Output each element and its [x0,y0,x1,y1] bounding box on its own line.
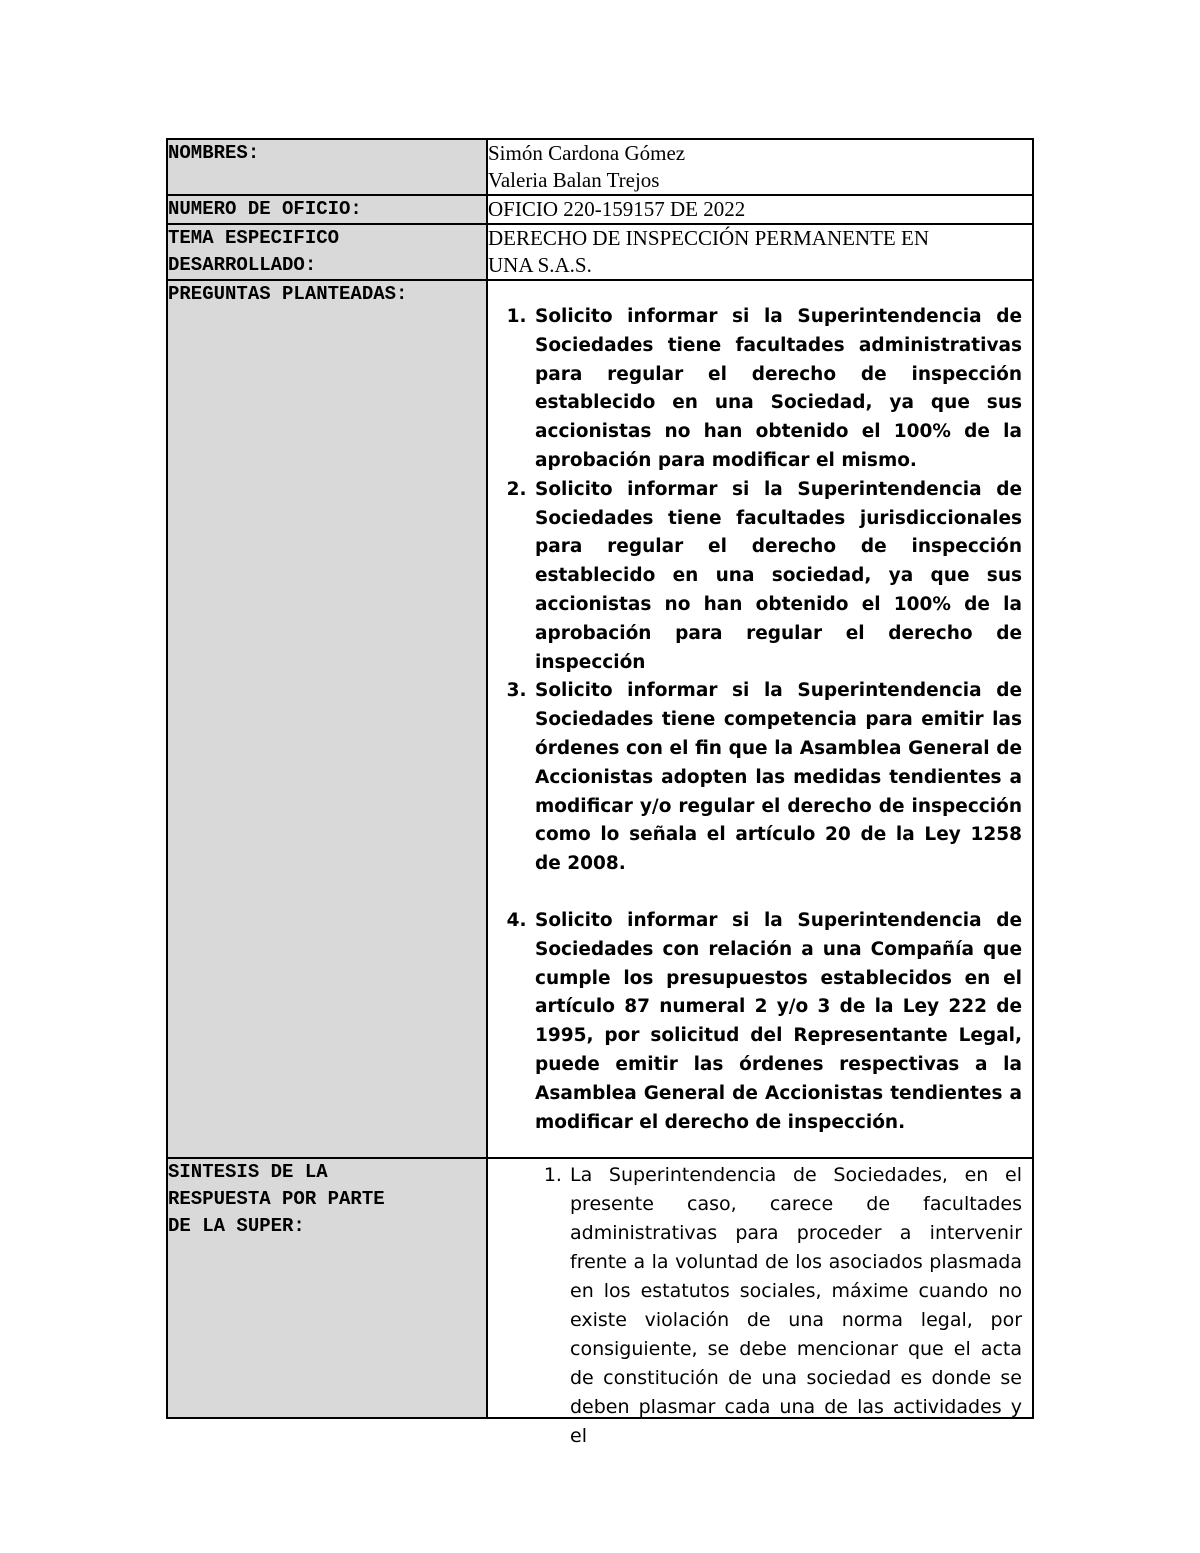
question-item: 1. Solicito informar si la Superintendencia de Sociedades tiene facultades administrativas para regular el derecho de inspección establecido en una Sociedad, ya que sus accionistas no han obtenido el 100% de la aprobación para modificar el mismo. [533,303,1022,476]
label-tema-line-2: DESARROLLADO: [168,254,317,276]
value-tema [487,224,1033,280]
label-sintesis-line-1: SINTESIS DE LA [168,1161,328,1184]
row-nombres [167,139,1033,195]
answers-list [488,1159,1032,1451]
label-tema-line-1: TEMA ESPECIFICO [168,227,340,249]
value-preguntas [487,280,1033,1158]
value-sintesis [487,1158,1033,1448]
name-2: Valeria Balan Trejos [488,168,660,192]
question-item: 2. Solicito informar si la Superintendencia de Sociedades tiene facultades jurisdiccionales para regular el derecho de inspección establecido en una sociedad, ya que sus accionistas no han obtenido el 100% de la aprobación para regular el derecho de inspección [533,476,1022,678]
sintesis-clip [488,1159,1032,1448]
label-sintesis-line-3: DE LA SUPER: [168,1215,305,1238]
row-preguntas [167,280,1033,1158]
row-tema [167,224,1033,280]
value-tema-line-2: UNA S.A.S. [488,253,592,277]
question-item: 3. Solicito informar si la Superintendencia de Sociedades tiene competencia para emitir las órdenes con el fin que la Asamblea General de Accionistas adopten las medidas tendientes a modificar y/o regular el derecho de inspección como lo señala el artículo 20 de la Ley 1258 de 2008. [533,677,1022,879]
row-sintesis [167,1158,1033,1418]
answer-item: 1. La Superintendencia de Sociedades, en el presente caso, carece de facultades administrativas para proceder a intervenir frente a la voluntad de los asociados plasmada en los estatutos sociales, máxime cuando no existe violación de una norma legal, por consiguiente, se debe mencionar que el acta de constitución de una sociedad es donde se deben plasmar cada una de las actividades y el [568,1161,1022,1451]
question-item: 4. Solicito informar si la Superintendencia de Sociedades con relación a una Compañía que cumple los presupuestos establecidos en el artículo 87 numeral 2 y/o 3 de la Ley 222 de 1995, por solicitud del Representante Legal, puede emitir las órdenes respectivas a la Asamblea General de Accionistas tendientes a modificar el derecho de inspección. [533,907,1022,1137]
label-nombres: NOMBRES: [167,139,487,195]
row-oficio [167,195,1033,224]
label-preguntas: PREGUNTAS PLANTEADAS: [167,280,487,1158]
value-oficio: OFICIO 220-159157 DE 2022 [487,195,1033,224]
label-sintesis-line-2: RESPUESTA POR PARTE [168,1188,385,1211]
value-tema-line-1: DERECHO DE INSPECCIÓN PERMANENTE EN [488,226,929,250]
value-nombres [487,139,1033,195]
label-tema [167,224,487,280]
questions-list [488,281,1032,1157]
name-1: Simón Cardona Gómez [488,141,686,165]
label-oficio: NUMERO DE OFICIO: [167,195,487,224]
label-sintesis [167,1158,487,1418]
document-table [166,138,1034,1448]
